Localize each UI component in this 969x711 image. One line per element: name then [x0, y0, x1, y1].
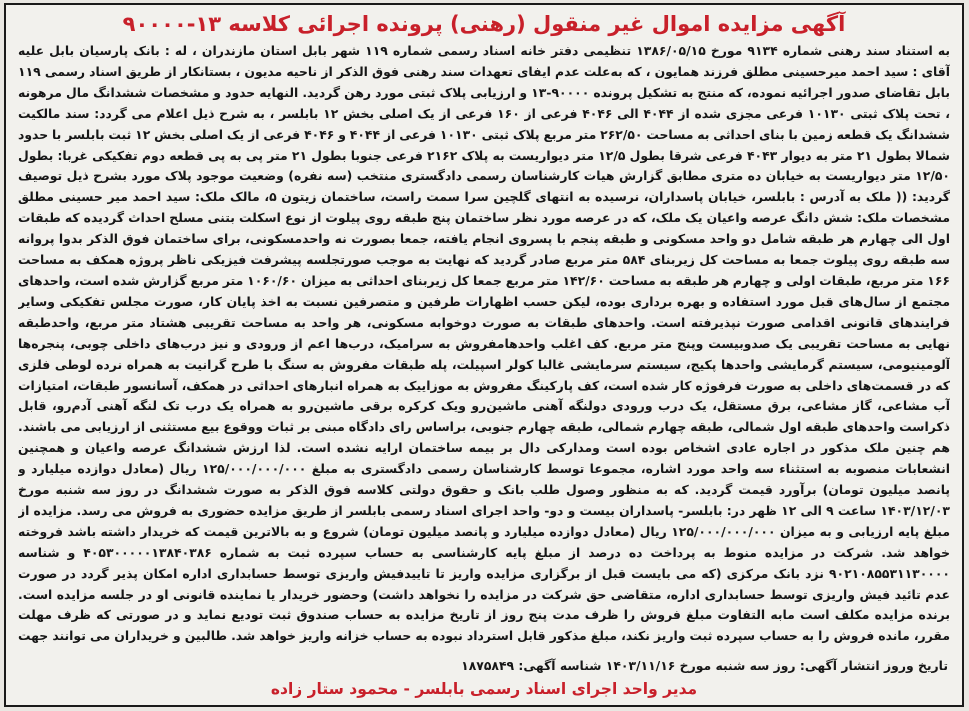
notice-title: آگهی مزایده اموال غیر منقول (رهنی) پرونده اجرائی کلاسه ۱۳-۹۰۰۰۰ [122, 12, 846, 36]
auction-notice-page [4, 3, 964, 707]
publication-date-line: تاریخ وروز انتشار آگهی: روز سه شنبه مورخ ۱۴۰۳/۱۱/۱۶ شناسه آگهی: ۱۸۷۵۸۴۹ [461, 658, 948, 673]
signature-line: مدیر واحد اجرای اسناد رسمی بابلسر - محمود ستار زاده [270, 680, 698, 698]
notice-body: به استناد سند رهنی شماره ۹۱۳۴ مورخ ۱۳۸۶/۰۵/۱۵ تنظیمی دفتر خانه اسناد رسمی شماره ۱۱۹ شهر بابل استان مازندران ، له : بانک پارسیان بابل علیه آقای : سید احمد میرحسینی مطلق فرزند همایون ، که به‌علت عدم ایفای تعهدات سند رهنی فوق الذکر از ناحیه مدیون ، بستانکار از طریق اسناد رسمی ۱۱۹ بابل تقاضای صدور اجرائیه نموده، که منتج به تشکیل پرونده ۹۰۰۰۰-۱۳ و ارزیابی پلاک ثبتی مورد رهن گردید. النهایه حدود و مشخصات ششدانگ مال مرهونه ، تحت پلاک ثبتی ۱۰۱۳۰ فرعی مجزی شده از ۴۰۴۴ الی ۴۰۴۶ فرعی از ۱۶۰ فرعی از یک اصلی بخش ۱۲ بابلسر ، به شرح ذیل اعلام می گردد: سند مالکیت ششدانگ یک قطعه زمین با بنای احداثی به مساحت ۲۶۲/۵۰ متر مربع پلاک ثبتی ۱۰۱۳۰ فرعی از ۴۰۴۴ و ۴۰۴۶ فرعی از یک اصلی بخش ۱۲ ثبت بابلسر با حدود شمالا بطول ۲۱ متر به دیوار ۴۰۴۳ فرعی شرقا بطول ۱۲/۵ متر دیواریست به پلاک ۲۱۶۲ فرعی جنوبا بطول ۲۱ متر پی به پی قطعه دوم تفکیکی غربا: بطول ۱۲/۵۰ متر دیواریست به خیابان ده متری مطابق گزارش هیات کارشناسان رسمی دادگستری منتخب (سه نفره) وضعیت موجود پلاک مورد بشرح ذیل توصیف گردید: (( ملک به آدرس : بابلسر، خیابان پاسداران، نرسیده به انتهای گلچین سرا سمت راست، ساختمان زیتون ۵، مالک ملک: سید احمد میر حسینی مطلق مشخصات ملک: شش دانگ عرصه واعیان یک ملک، که در عرصه مورد نظر ساختمان پنج طبقه روی پیلوت از نوع اسکلت بتنی مسلح احداث گردیده که طبقات اول الی چهارم هر طبقه شامل دو واحد مسکونی و طبقه پنجم با پسروی انجام یافته، جمعا بصورت نه واحدمسکونی، برای ساختمان فوق الذکر بدوا پروانه سه طبقه روی پیلوت جمعا به مساحت کل زیربنای ۵۸۴ متر مربع صادر گردید که نهایت به موجب صورتجلسه پیشرفت فیزیکی ناظر پروژه همکف به مساحت ۱۶۶ متر مربع، طبقات اولی و چهارم هر طبقه به مساحت ۱۴۲/۶۰ متر مربع جمعا کل زیربنای احداثی به میزان ۱۰۶۰/۶۰ متر مربع گزارش شده است، واحدهای مجتمع از سال‌های قبل مورد استفاده و بهره برداری بوده، لیکن حسب اظهارات طرفین و متصرفین نسبت به اخذ پایان کار، صورت مجلس تفکیکی وسایر فرایندهای قانونی اقدامی صورت نپذیرفته است. واحدهای طبقات به صورت دوخوابه مسکونی، هر واحد به مساحت تقریبی هشتاد متر مربع، واحدطبقه نهایی به مساحت تقریبی یک صدوبیست وپنج متر مربع. کف اغلب واحدهامفروش به سرامیک، درب‌ها اعم از ورودی و نیز درب‌های داخلی چوبی، پنجره‌ها آلومینیومی، سیستم گرمایشی واحدها پکیج، سیستم سرمایشی غالبا کولر اسپیلت، پله طبقات مفروش به سنگ با طرح گرانیت به همراه نرده لوطی فلزی که در قسمت‌های داخلی به صورت فرفوژه کار شده است، کف پارکینگ مفروش به موزاییک به همراه انبارهای احداثی در همکف، آسانسور طبقات، امتیازات آب مشاعی، گاز مشاعی، برق مستقل، یک درب ورودی دولنگه آهنی ماشین‌رو ویک کرکره برقی ماشین‌رو به همراه یک درب تک لنگه آهنی آدم‌رو، قابل ذکراست واحدهای طبقه اول شمالی، طبقه چهارم شمالی، طبقه چهارم جنوبی، براساس رای دادگاه مبنی بر ثبات ووقوع بیع مستثنی از ارزیابی می باشند. هم چنین ملک مذکور در اجاره عادی اشخاص بوده است ومدارکی دال بر بیمه ساختمان ارایه نشده است. لذا ارزش ششدانگ عرصه واعیان و همچنین انشعابات منصوبه به استثناء سه واحد مورد اشاره، مجموعا توسط کارشناسان رسمی دادگستری به مبلغ ۱۲۵/۰۰۰/۰۰۰/۰۰۰ ریال (معادل دوازده میلیارد و پانصد میلیون تومان) برآورد قیمت گردید. که به منظور وصول طلب بانک و حقوق دولتی کلاسه فوق الذکر به صورت ششدانگ در روز سه شنبه مورخ ۱۴۰۳/۱۲/۰۳ ساعت ۹ الی ۱۲ ظهر در: بابلسر- پاسداران بیست و دو- واحد اجرای اسناد رسمی بابلسر از طریق مزایده حضوری به فروش می رسد. مزایده از مبلغ پایه ارزیابی و به میزان ۱۲۵/۰۰۰/۰۰۰/۰۰۰ ریال (معادل دوازده میلیارد و پانصد میلیون تومان) شروع و به بالاترین قیمت که خریدار داشته باشد فروخته خواهد شد. شرکت در مزایده منوط به پرداخت ده درصد از مبلغ پایه کارشناسی به حساب سپرده ثبت به شماره ۴۰۵۳۰۰۰۰۰۱۳۸۴۰۳۸۶ و شناسه ۹۰۲۱۰۸۵۵۳۱۱۳۰۰۰۰ نزد بانک مرکزی (که می بایست قبل از برگزاری مزایده واریز تا تاییدفیش واریزی توسط حسابداری اداره امکان پذیر گردد در صورت عدم تائید فیش واریزی توسط حسابداری اداره، متقاضی حق شرکت در مزایده را نخواهد داشت) وحضور خریدار یا نماینده قانونی او در جلسه مزایده است. برنده مزایده مکلف است مابه التفاوت مبلغ فروش را ظرف مدت پنج روز از تاریخ مزایده به حساب صندوق ثبت تودیع نماید و در صورتی که ظرف مهلت مقرر، مانده فروش را به حساب سپرده ثبت واریز نکند، مبلغ مذکور قابل استرداد نبوده به حساب خزانه واریز خواهد شد. طالبین و خریداران می توانند جهت [18, 43, 950, 644]
